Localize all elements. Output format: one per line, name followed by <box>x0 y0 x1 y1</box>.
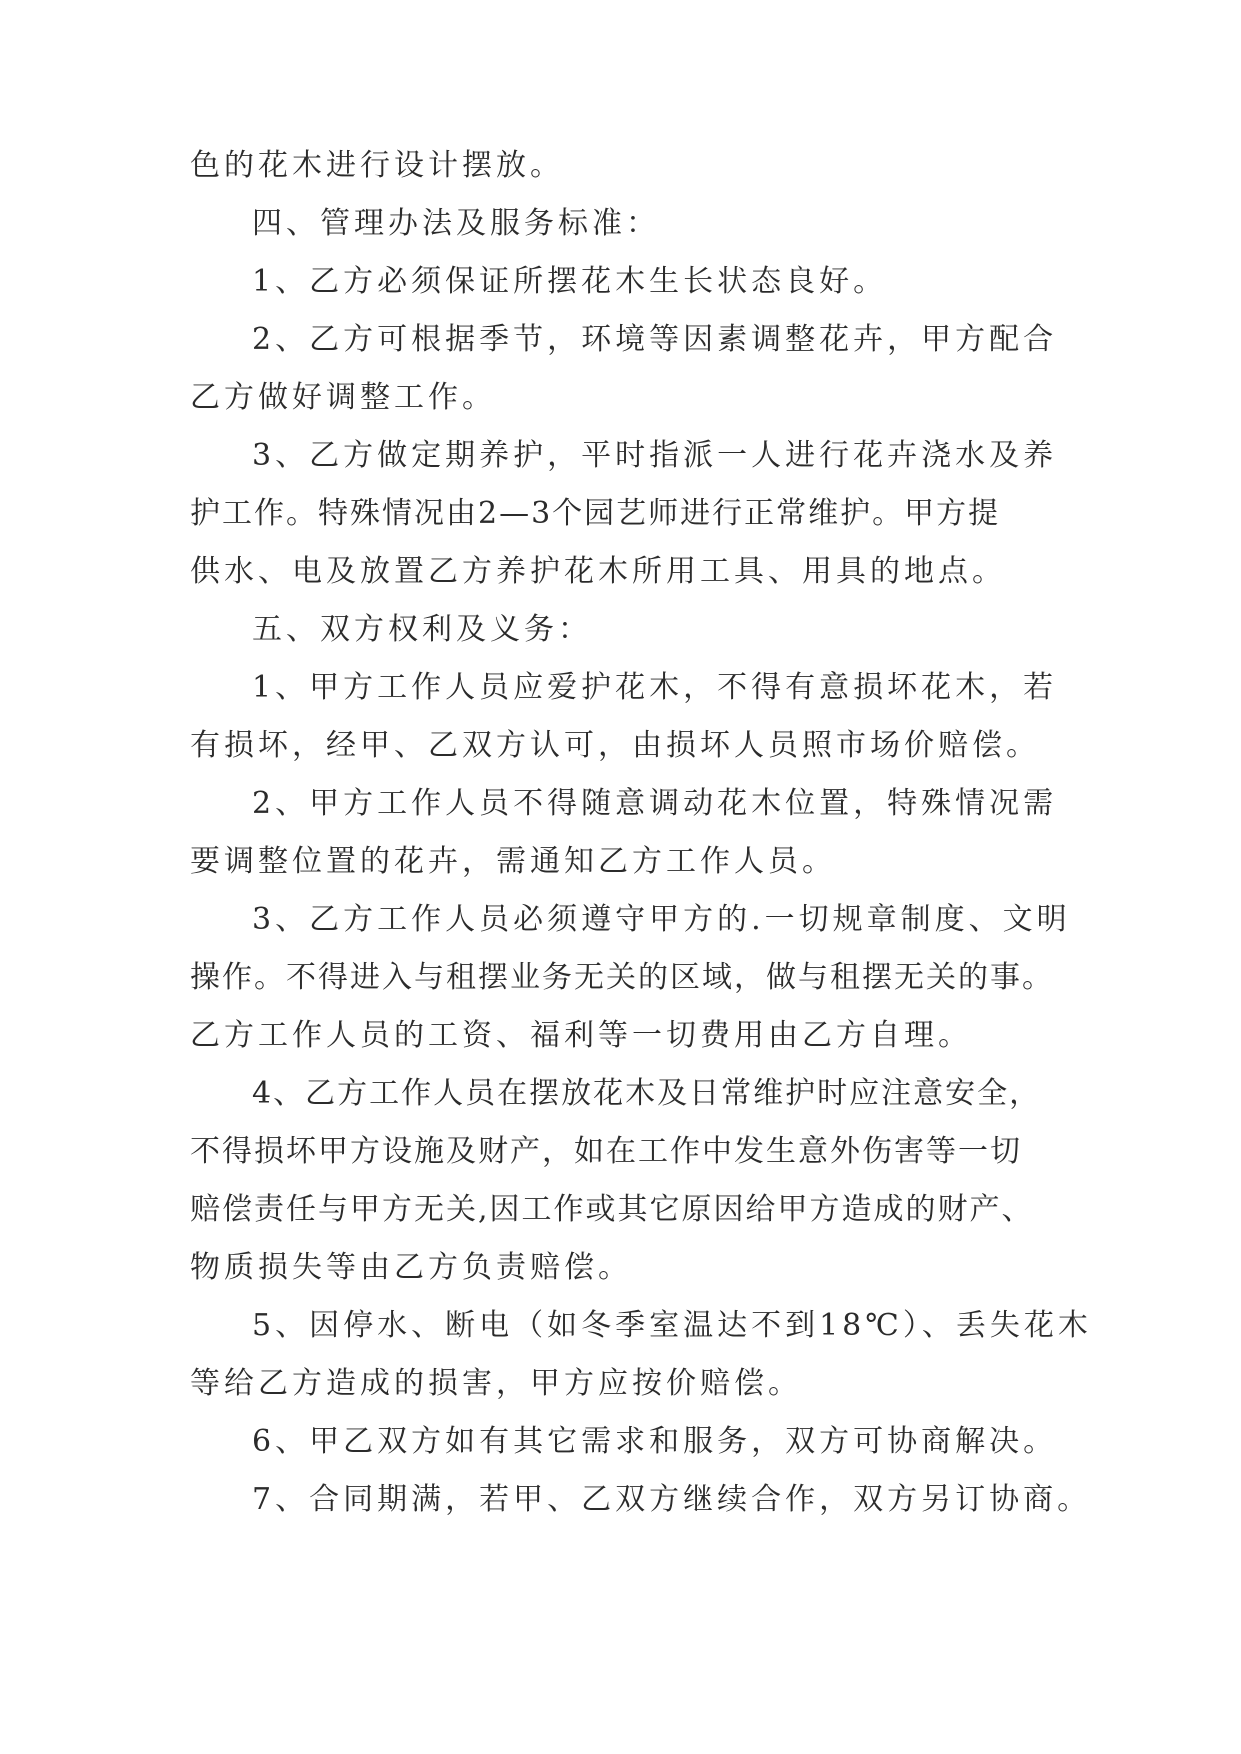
paragraph-line: 赔偿责任与甲方无关,因工作或其它原因给甲方造成的财产、 <box>190 1192 1034 1227</box>
paragraph-line: 1、甲方工作人员应爱护花木，不得有意损坏花木，若 <box>252 670 1058 705</box>
paragraph-line: 操作。不得进入与租摆业务无关的区域，做与租摆无关的事。 <box>190 960 1054 995</box>
paragraph-line: 2、甲方工作人员不得随意调动花木位置，特殊情况需 <box>252 786 1058 821</box>
paragraph-line: 物质损失等由乙方负责赔偿。 <box>190 1250 632 1285</box>
section-heading: 五、双方权利及义务： <box>252 612 592 647</box>
paragraph-line: 等给乙方造成的损害，甲方应按价赔偿。 <box>190 1366 802 1401</box>
paragraph-line: 供水、电及放置乙方养护花木所用工具、用具的地点。 <box>190 554 1006 589</box>
paragraph-line: 1、乙方必须保证所摆花木生长状态良好。 <box>252 264 888 299</box>
paragraph-line: 4、乙方工作人员在摆放花木及日常维护时应注意安全， <box>252 1076 1042 1111</box>
paragraph-line: 要调整位置的花卉，需通知乙方工作人员。 <box>190 844 836 879</box>
paragraph-line: 色的花木进行设计摆放。 <box>190 148 564 183</box>
paragraph-line: 有损坏，经甲、乙双方认可，由损坏人员照市场价赔偿。 <box>190 728 1040 763</box>
paragraph-line: 不得损坏甲方设施及财产，如在工作中发生意外伤害等一切 <box>190 1134 1022 1169</box>
paragraph-line: 乙方做好调整工作。 <box>190 380 496 415</box>
paragraph-line: 护工作。特殊情况由2—3个园艺师进行正常维护。甲方提 <box>190 496 1001 531</box>
paragraph-line: 7、合同期满，若甲、乙双方继续合作，双方另订协商。 <box>252 1482 1092 1517</box>
paragraph-line: 3、乙方工作人员必须遵守甲方的.一切规章制度、文明 <box>252 902 1071 937</box>
paragraph-line: 6、甲乙双方如有其它需求和服务，双方可协商解决。 <box>252 1424 1058 1459</box>
paragraph-line: 5、因停水、断电（如冬季室温达不到18℃）、丢失花木 <box>252 1308 1092 1343</box>
paragraph-line: 3、乙方做定期养护，平时指派一人进行花卉浇水及养 <box>252 438 1058 473</box>
paragraph-line: 乙方工作人员的工资、福利等一切费用由乙方自理。 <box>190 1018 972 1053</box>
section-heading: 四、管理办法及服务标准： <box>252 206 660 241</box>
paragraph-line: 2、乙方可根据季节，环境等因素调整花卉，甲方配合 <box>252 322 1058 357</box>
